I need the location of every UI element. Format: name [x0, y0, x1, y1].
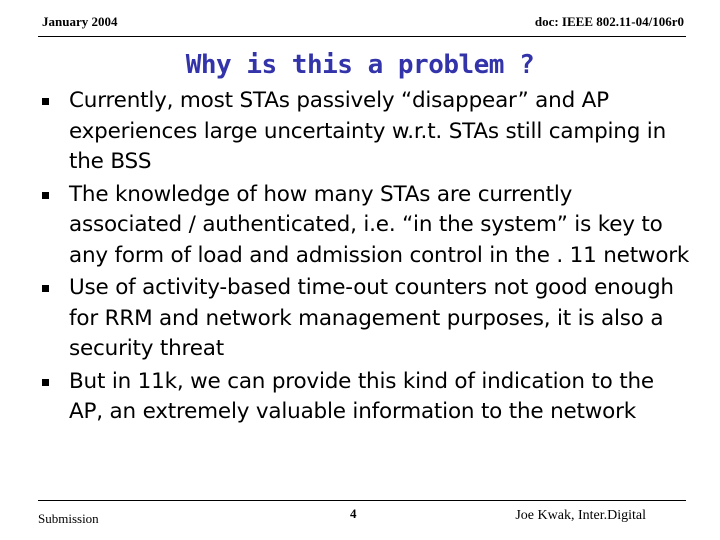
footer-submission: Submission: [38, 511, 99, 526]
square-bullet-icon: [42, 98, 49, 105]
footer-divider: [38, 500, 686, 501]
bullet-text: Currently, most STAs passively “disappear” and AP experiences large uncertainty w.r.t. STAs still camping in the BSS: [69, 88, 667, 174]
footer-author: Joe Kwak, Inter.Digital: [515, 508, 646, 523]
square-bullet-icon: [42, 285, 49, 292]
bullet-item: [40, 273, 690, 365]
bullet-text: The knowledge of how many STAs are currently associated / authenticated, i.e. “in the system” is key to any form of load and admission control in the . 11 network: [69, 181, 690, 268]
header-doc-id: doc: IEEE 802.11-04/106r0: [534, 14, 684, 29]
header-date: January 2004: [42, 14, 118, 29]
square-bullet-icon: [42, 379, 49, 386]
bullet-text: But in 11k, we can provide this kind of indication to the AP, an extremely valuable information to the network: [69, 368, 654, 424]
bullet-item: [40, 86, 690, 178]
page-number: 4: [350, 506, 357, 521]
bullet-item: [40, 180, 690, 272]
header-divider: [38, 36, 686, 37]
bullet-list: [40, 86, 690, 430]
square-bullet-icon: [42, 192, 49, 199]
bullet-item: [40, 367, 690, 428]
slide-title: Why is this a problem ?: [185, 50, 535, 80]
bullet-text: Use of activity-based time-out counters not good enough for RRM and network management purposes, it is also a security threat: [69, 275, 674, 361]
